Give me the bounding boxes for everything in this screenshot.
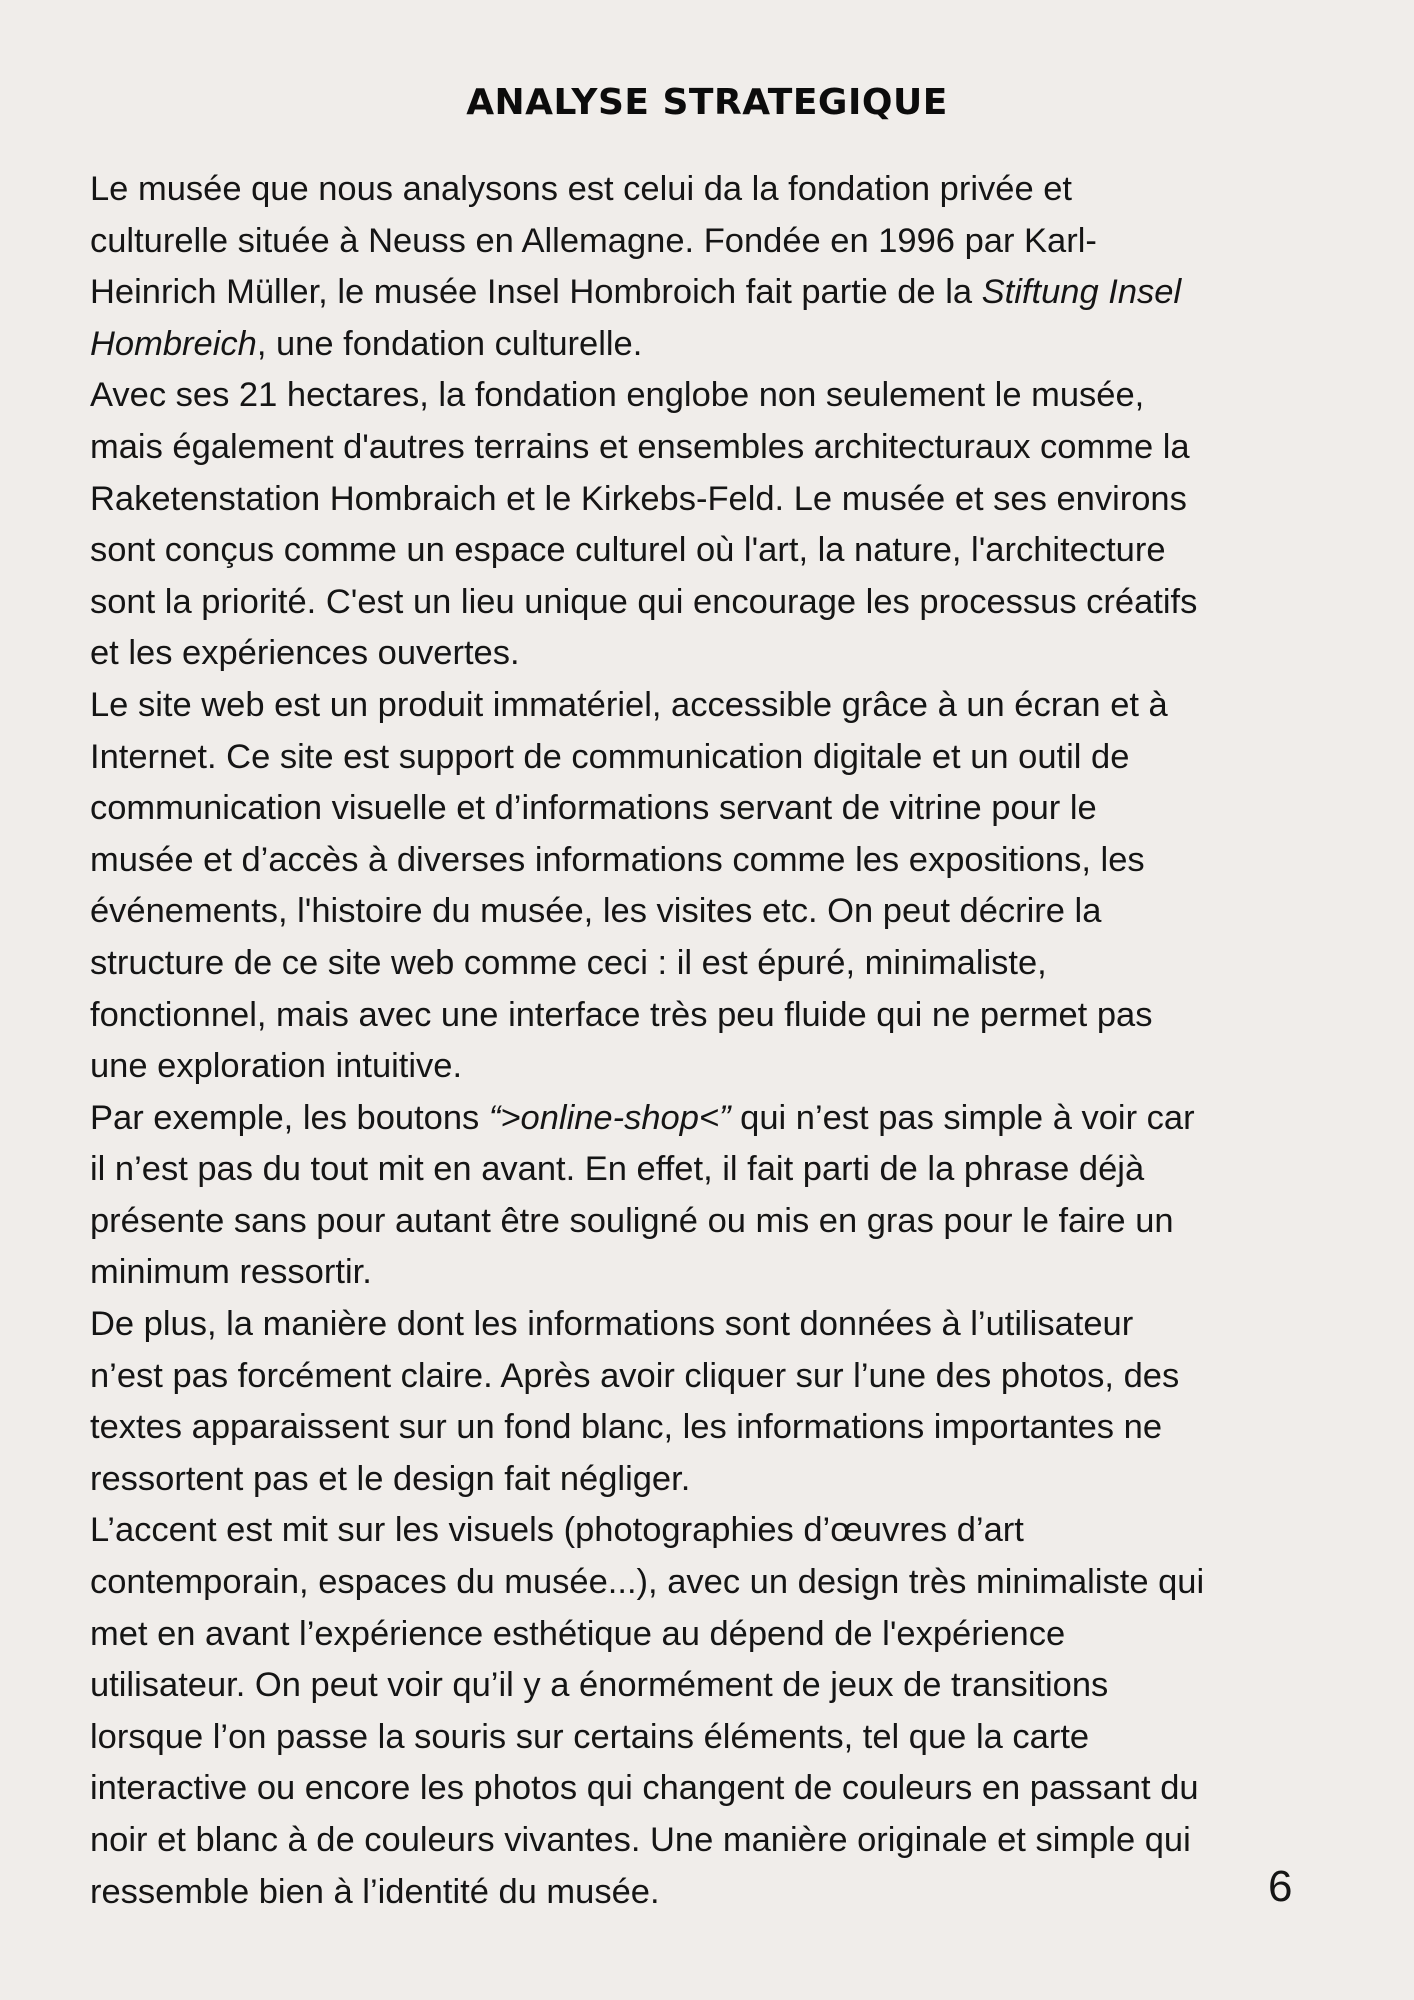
text-line: Le musée que nous analysons est celui da la fondation privée et [90, 170, 1072, 208]
text-line: structure de ce site web comme ceci : il est épuré, minimaliste, [90, 943, 1047, 982]
text-line: Le site web est un produit immatériel, accessible grâce à un écran et à [90, 685, 1168, 724]
text-line: culturelle située à Neuss en Allemagne. Fondée en 1996 par Karl- [90, 221, 1097, 260]
text-line: noir et blanc à de couleurs vivantes. Une manière originale et simple qui [90, 1821, 1191, 1859]
text-line: L’accent est mit sur les visuels (photographies d’œuvres d’art [90, 1511, 1024, 1550]
text-line: présente sans pour autant être souligné ou mis en gras pour le faire un [90, 1201, 1174, 1240]
italic-foundation-name: Hombreich [90, 324, 257, 363]
page-title: ANALYSE STRATEGIQUE [466, 82, 948, 123]
text-line: musée et d’accès à diverses informations comme les expositions, les [90, 840, 1145, 879]
text-line: il n’est pas du tout mit en avant. En effet, il fait parti de la phrase déjà [90, 1150, 1145, 1189]
text-line: ressortent pas et le design fait négliger. [90, 1459, 691, 1498]
text-line [90, 319, 1335, 371]
text-line: sont la priorité. C'est un lieu unique qui encourage les processus créatifs [90, 582, 1198, 621]
text-line: Avec ses 21 hectares, la fondation englobe non seulement le musée, [90, 376, 1145, 415]
italic-foundation-name: Stiftung Insel [981, 273, 1182, 312]
text-line: fonctionnel, mais avec une interface très peu fluide qui ne permet pas [90, 995, 1153, 1034]
text-segment: qui n’est pas simple à voir car [730, 1098, 1195, 1137]
page-number: 6 [1268, 1862, 1293, 1911]
text-line: lorsque l’on passe la souris sur certains éléments, tel que la carte [90, 1717, 1090, 1756]
text-line: minimum ressortir. [90, 1253, 372, 1292]
text-segment: , une fondation culturelle. [256, 324, 643, 363]
text-line: De plus, la manière dont les informations sont données à l’utilisateur [90, 1305, 1134, 1344]
text-line: contemporain, espaces du musée...), avec un design très minimaliste qui [90, 1563, 1205, 1602]
text-line: mais également d'autres terrains et ensembles architecturaux comme la [90, 427, 1190, 466]
text-line: met en avant l’expérience esthétique au dépend de l'expérience [90, 1614, 1066, 1653]
text-line: Internet. Ce site est support de communication digitale et un outil de [90, 737, 1130, 776]
text-line: n’est pas forcément claire. Après avoir cliquer sur l’une des photos, des [90, 1356, 1180, 1395]
text-segment: Heinrich Müller, le musée Insel Hombroich fait partie de la [90, 273, 982, 312]
text-line: communication visuelle et d’informations servant de vitrine pour le [90, 789, 1097, 828]
text-line: événements, l'histoire du musée, les visites etc. On peut décrire la [90, 892, 1102, 931]
text-line: Raketenstation Hombraich et le Kirkebs-Feld. Le musée et ses environs [90, 479, 1187, 518]
text-line: textes apparaissent sur un fond blanc, les informations importantes ne [90, 1408, 1163, 1447]
italic-online-shop: “>online-shop<” [488, 1098, 731, 1137]
text-line [90, 1093, 1335, 1145]
text-line: ressemble bien à l’identité du musée. [90, 1872, 660, 1911]
text-line: une exploration intuitive. [90, 1047, 463, 1086]
text-line: utilisateur. On peut voir qu’il y a énormément de jeux de transitions [90, 1666, 1109, 1705]
text-line [90, 267, 1335, 319]
body-text [90, 164, 1335, 1918]
text-segment: Par exemple, les boutons [90, 1098, 489, 1137]
text-line: sont conçus comme un espace culturel où l'art, la nature, l'architecture [90, 531, 1166, 570]
text-line: interactive ou encore les photos qui changent de couleurs en passant du [90, 1769, 1199, 1808]
text-line: et les expériences ouvertes. [90, 634, 520, 673]
